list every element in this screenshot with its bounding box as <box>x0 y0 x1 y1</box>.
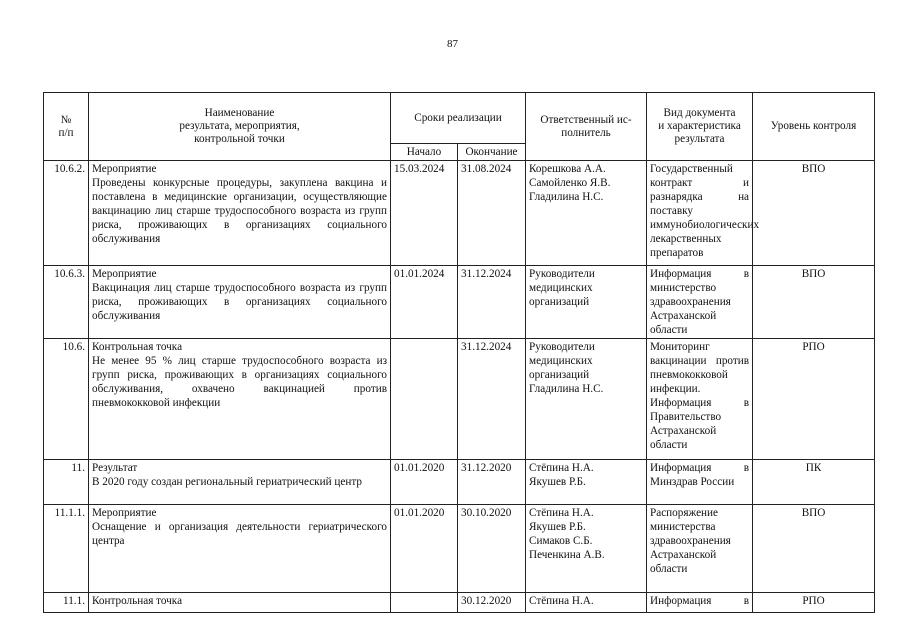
row-start: 01.01.2020 <box>391 505 458 593</box>
table-row <box>44 505 875 593</box>
page-number: 87 <box>447 38 458 50</box>
row-document: Распоряжение министерства здравоохранения Астраханской области <box>647 505 753 593</box>
row-kind: Мероприятие <box>92 268 157 280</box>
plan-table <box>43 92 875 613</box>
row-kind: Результат <box>92 462 138 474</box>
row-end: 31.12.2024 <box>458 339 526 460</box>
header-responsible: Ответственный ис- полнитель <box>526 93 647 161</box>
row-start <box>391 339 458 460</box>
row-control-level: ПК <box>753 460 875 505</box>
row-number: 10.6. <box>44 339 89 460</box>
table-row <box>44 161 875 266</box>
row-control-level: ВПО <box>753 161 875 266</box>
header-control: Уровень контроля <box>753 93 875 161</box>
row-description <box>89 266 391 339</box>
table-row <box>44 460 875 505</box>
row-document: Информация в <box>647 593 753 613</box>
table-row <box>44 593 875 613</box>
row-kind: Мероприятие <box>92 163 157 175</box>
row-control-level: ВПО <box>753 505 875 593</box>
row-description <box>89 339 391 460</box>
header-doc-type: Вид документа и характеристика результата <box>647 93 753 161</box>
row-description <box>89 460 391 505</box>
row-description <box>89 505 391 593</box>
row-control-level: ВПО <box>753 266 875 339</box>
row-document: Мониторинг вакцинации против пневмококковой инфекции. Информация в Правительство Астраханской области <box>647 339 753 460</box>
header-num: № п/п <box>44 93 89 161</box>
row-start: 01.01.2020 <box>391 460 458 505</box>
row-text: Вакцинация лиц старше трудоспособного возраста из групп риска, проживающих в организациях социального обслуживания <box>92 282 387 322</box>
row-responsible: Стёпина Н.А. <box>526 593 647 613</box>
row-responsible: Руководители медицинских организаций Гладилина Н.С. <box>526 339 647 460</box>
row-text: Оснащение и организация деятельности гериатрического центра <box>92 521 387 547</box>
row-responsible: Стёпина Н.А. Якушев Р.Б. Симаков С.Б. Печенкина А.В. <box>526 505 647 593</box>
row-number: 10.6.2. <box>44 161 89 266</box>
row-end: 31.12.2020 <box>458 460 526 505</box>
row-description <box>89 593 391 613</box>
row-number: 11. <box>44 460 89 505</box>
row-start <box>391 593 458 613</box>
row-number: 11.1.1. <box>44 505 89 593</box>
row-text: Не менее 95 % лиц старше трудоспособного возраста из групп риска, проживающих в организациях социального обслуживания, охвачено вакцинацией против пневмококковой инфекции <box>92 355 387 409</box>
row-document: Информация в министерство здравоохранения Астраханской области <box>647 266 753 339</box>
header-end: Окончание <box>458 144 526 161</box>
header-start: Начало <box>391 144 458 161</box>
row-text: Проведены конкурсные процедуры, закуплена вакцина и поставлена в медицинские организации, осуществляющие вакцинацию лиц старше трудоспособного возраста из групп риска, проживающих в организациях социального обслуживания <box>92 177 387 245</box>
row-number: 10.6.3. <box>44 266 89 339</box>
header-name: Наименование результата, мероприятия, контрольной точки <box>89 93 391 161</box>
row-control-level: РПО <box>753 593 875 613</box>
row-document: Информация в Минздрав России <box>647 460 753 505</box>
row-description <box>89 161 391 266</box>
row-number: 11.1. <box>44 593 89 613</box>
row-end: 31.08.2024 <box>458 161 526 266</box>
row-document: Государственный контракт и разнарядка на поставку иммунобиологических лекарственных препаратов <box>647 161 753 266</box>
row-start: 15.03.2024 <box>391 161 458 266</box>
row-end: 30.12.2020 <box>458 593 526 613</box>
row-responsible: Корешкова А.А. Самойленко Я.В. Гладилина Н.С. <box>526 161 647 266</box>
row-text: В 2020 году создан региональный гериатрический центр <box>92 476 362 488</box>
row-kind: Контрольная точка <box>92 341 183 353</box>
row-kind: Контрольная точка <box>92 595 183 607</box>
row-start: 01.01.2024 <box>391 266 458 339</box>
row-kind: Мероприятие <box>92 507 157 519</box>
row-control-level: РПО <box>753 339 875 460</box>
table-row <box>44 339 875 460</box>
table-row <box>44 266 875 339</box>
row-responsible: Стёпина Н.А. Якушев Р.Б. <box>526 460 647 505</box>
row-end: 31.12.2024 <box>458 266 526 339</box>
header-terms: Сроки реализации <box>391 93 526 144</box>
row-end: 30.10.2020 <box>458 505 526 593</box>
row-responsible: Руководители медицинских организаций <box>526 266 647 339</box>
